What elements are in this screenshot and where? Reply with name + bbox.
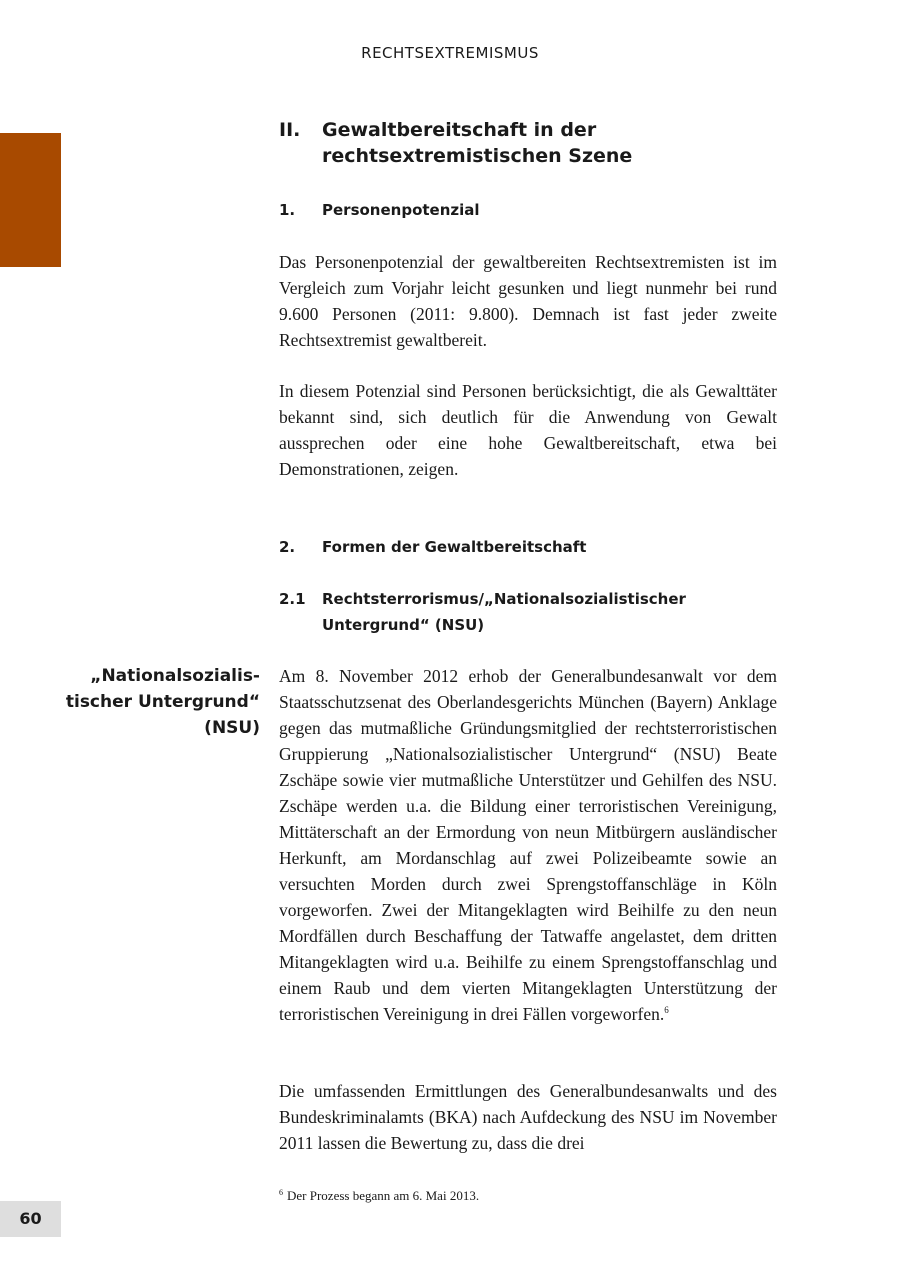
- subsection-heading-2-1: [279, 586, 779, 638]
- subsection-title: Personenpotenzial: [322, 201, 480, 219]
- subsection-heading-2: [279, 534, 779, 560]
- paragraph-potenzial-details: In diesem Potenzial sind Personen berücksichtigt, die als Gewalttäter bekannt sind, sich deutlich für die Anwendung von Gewalt aussprechen oder eine hohe Gewaltbereitschaft, etwa bei Demonstrationen, zeigen.: [279, 381, 777, 479]
- section-number: II.: [279, 119, 301, 141]
- margin-note-line: tischer Untergrund“: [65, 692, 260, 712]
- footnote-number: 6: [279, 1187, 283, 1197]
- subsection-heading-1: [279, 197, 779, 223]
- subsection-title: Rechtsterrorismus/„Nationalsozialistischer Untergrund“ (NSU): [322, 590, 686, 634]
- page-number: 60: [0, 1201, 61, 1237]
- footnote-text: Der Prozess begann am 6. Mai 2013.: [287, 1188, 480, 1203]
- chapter-color-tab: [0, 133, 61, 267]
- subsection-number: 1.: [279, 201, 296, 219]
- paragraph-personenpotenzial: Das Personenpotenzial der gewaltbereiten Rechtsextremisten ist im Vergleich zum Vorjahr leicht gesunken und liegt nunmehr bei rund 9.600 Personen (2011: 9.800). Demnach ist fast jeder zweite Rechtsextremist gewaltbereit.: [279, 252, 777, 350]
- margin-note-line: (NSU): [204, 718, 260, 738]
- paragraph-nsu-anklage: [279, 663, 777, 1027]
- subsection-title: Formen der Gewaltbereitschaft: [322, 538, 587, 556]
- footnote: [279, 1187, 777, 1205]
- section-title: Gewaltbereitschaft in der rechtsextremistischen Szene: [322, 119, 633, 167]
- margin-note-line: „Nationalsozialis-: [90, 666, 260, 686]
- section-heading: [279, 117, 779, 169]
- margin-note-nsu: [20, 663, 260, 741]
- subsection-number: 2.: [279, 538, 296, 556]
- paragraph-text: Am 8. November 2012 erhob der Generalbundesanwalt vor dem Staatsschutzsenat des Oberlandesgerichts München (Bayern) Anklage gegen das mutmaßliche Gründungsmitglied der rechtsterroristischen Gruppierung „Nationalsozialistischer Untergrund“ (NSU) Beate Zschäpe sowie vier mutmaßliche Unterstützer und Gehilfen des NSU. Zschäpe werden u.a. die Bildung einer terroristischen Vereinigung, Mittäterschaft an der Ermordung von neun Mitbürgern ausländischer Herkunft, am Mordanschlag auf zwei Polizeibeamte sowie an versuchten Morden durch zwei Sprengstoffanschläge in Köln vorgeworfen. Zwei der Mitangeklagten wird Beihilfe zu den neun Mordfällen durch Beschaffung der Tatwaffe angelastet, dem dritten Mitangeklagten wird u.a. Beihilfe zu einem Sprengstoffanschlag und einem Raub und dem vierten Mitangeklagten Unterstützung der terroristischen Vereinigung in drei Fällen vorgeworfen.: [279, 666, 777, 1024]
- paragraph-ermittlungen: Die umfassenden Ermittlungen des Generalbundesanwalts und des Bundeskriminalamts (BKA) nach Aufdeckung des NSU im November 2011 lassen die Bewertung zu, dass die drei: [279, 1081, 777, 1153]
- footnote-ref: 6: [664, 1005, 669, 1016]
- subsection-number: 2.1: [279, 590, 306, 608]
- running-header: RECHTSEXTREMISMUS: [361, 44, 539, 62]
